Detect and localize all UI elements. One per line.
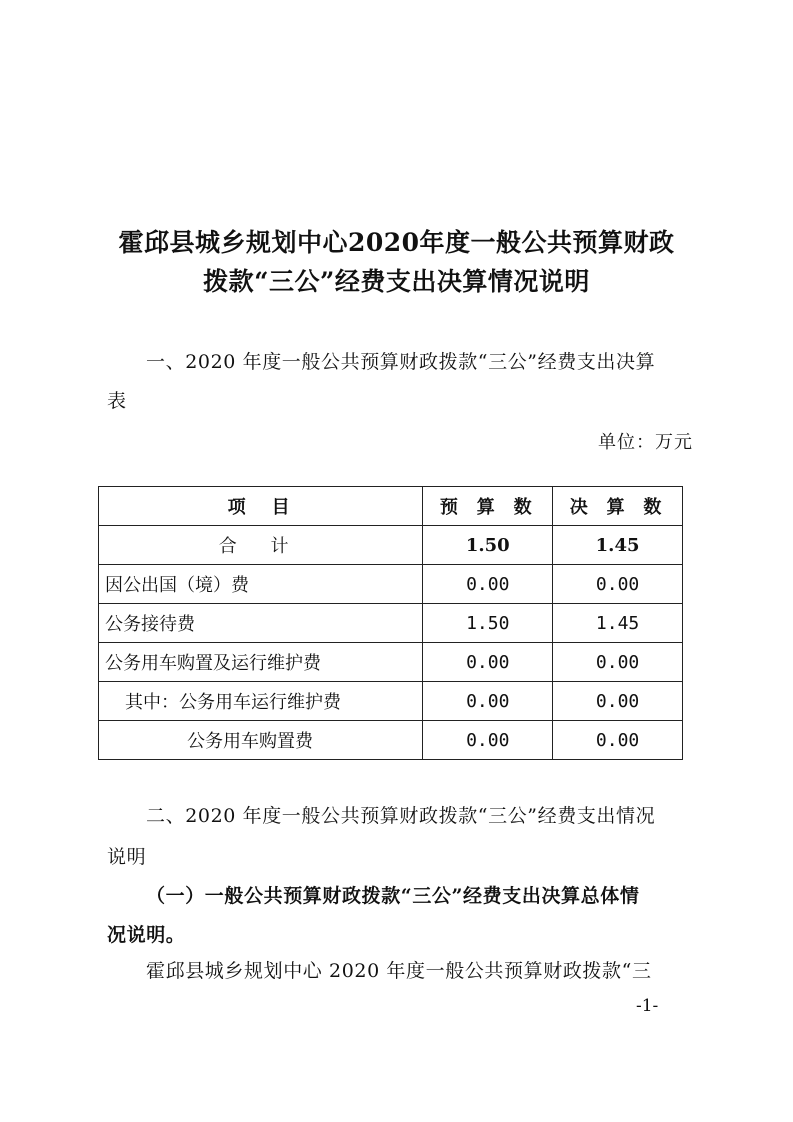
section1-heading-line-1: 一、2020 年度一般公共预算财政拨款“三公”经费支出决算: [146, 351, 656, 373]
row-actual: 0.00: [553, 565, 683, 604]
subsection1-heading-line-1: （一）一般公共预算财政拨款“三公”经费支出决算总体情: [146, 885, 640, 907]
section2-heading-line-1: 二、2020 年度一般公共预算财政拨款“三公”经费支出情况: [146, 805, 656, 827]
unit-label: 单位：万元: [598, 432, 693, 453]
table-row: [99, 643, 683, 682]
row-item: 合 计: [99, 526, 423, 565]
row-budget: 0.00: [423, 643, 553, 682]
table-row-total: [99, 526, 683, 565]
header-item: 项 目: [99, 487, 423, 526]
three-public-expenses-table: [98, 486, 683, 760]
table-row: [99, 682, 683, 721]
row-actual: 1.45: [553, 604, 683, 643]
row-budget: 0.00: [423, 682, 553, 721]
row-actual: 0.00: [553, 721, 683, 760]
table-row: [99, 721, 683, 760]
header-budget: 预 算 数: [423, 487, 553, 526]
row-actual: 0.00: [553, 682, 683, 721]
table-row: [99, 565, 683, 604]
table-header-row: [99, 487, 683, 526]
row-budget: 1.50: [423, 526, 553, 565]
row-item: 公务接待费: [99, 604, 423, 643]
row-budget: 1.50: [423, 604, 553, 643]
section2-heading-line-2: 说明: [107, 846, 147, 868]
body-paragraph: 霍邱县城乡规划中心 2020 年度一般公共预算财政拨款“三: [146, 960, 652, 982]
row-item: 公务用车购置及运行维护费: [99, 643, 423, 682]
section1-heading-line-2: 表: [107, 390, 127, 412]
row-actual: 0.00: [553, 643, 683, 682]
header-actual: 决 算 数: [553, 487, 683, 526]
subsection1-heading-line-2: 况说明。: [107, 924, 186, 946]
document-title-line-2: 拨款“三公”经费支出决算情况说明: [203, 267, 590, 296]
row-budget: 0.00: [423, 565, 553, 604]
document-title-line-1: 霍邱县城乡规划中心2020年度一般公共预算财政: [118, 228, 675, 257]
row-actual: 1.45: [553, 526, 683, 565]
row-budget: 0.00: [423, 721, 553, 760]
page-number: -1-: [636, 996, 659, 1016]
row-item: 其中：公务用车运行维护费: [99, 682, 423, 721]
row-item: 因公出国（境）费: [99, 565, 423, 604]
table-row: [99, 604, 683, 643]
row-item: 公务用车购置费: [99, 721, 423, 760]
